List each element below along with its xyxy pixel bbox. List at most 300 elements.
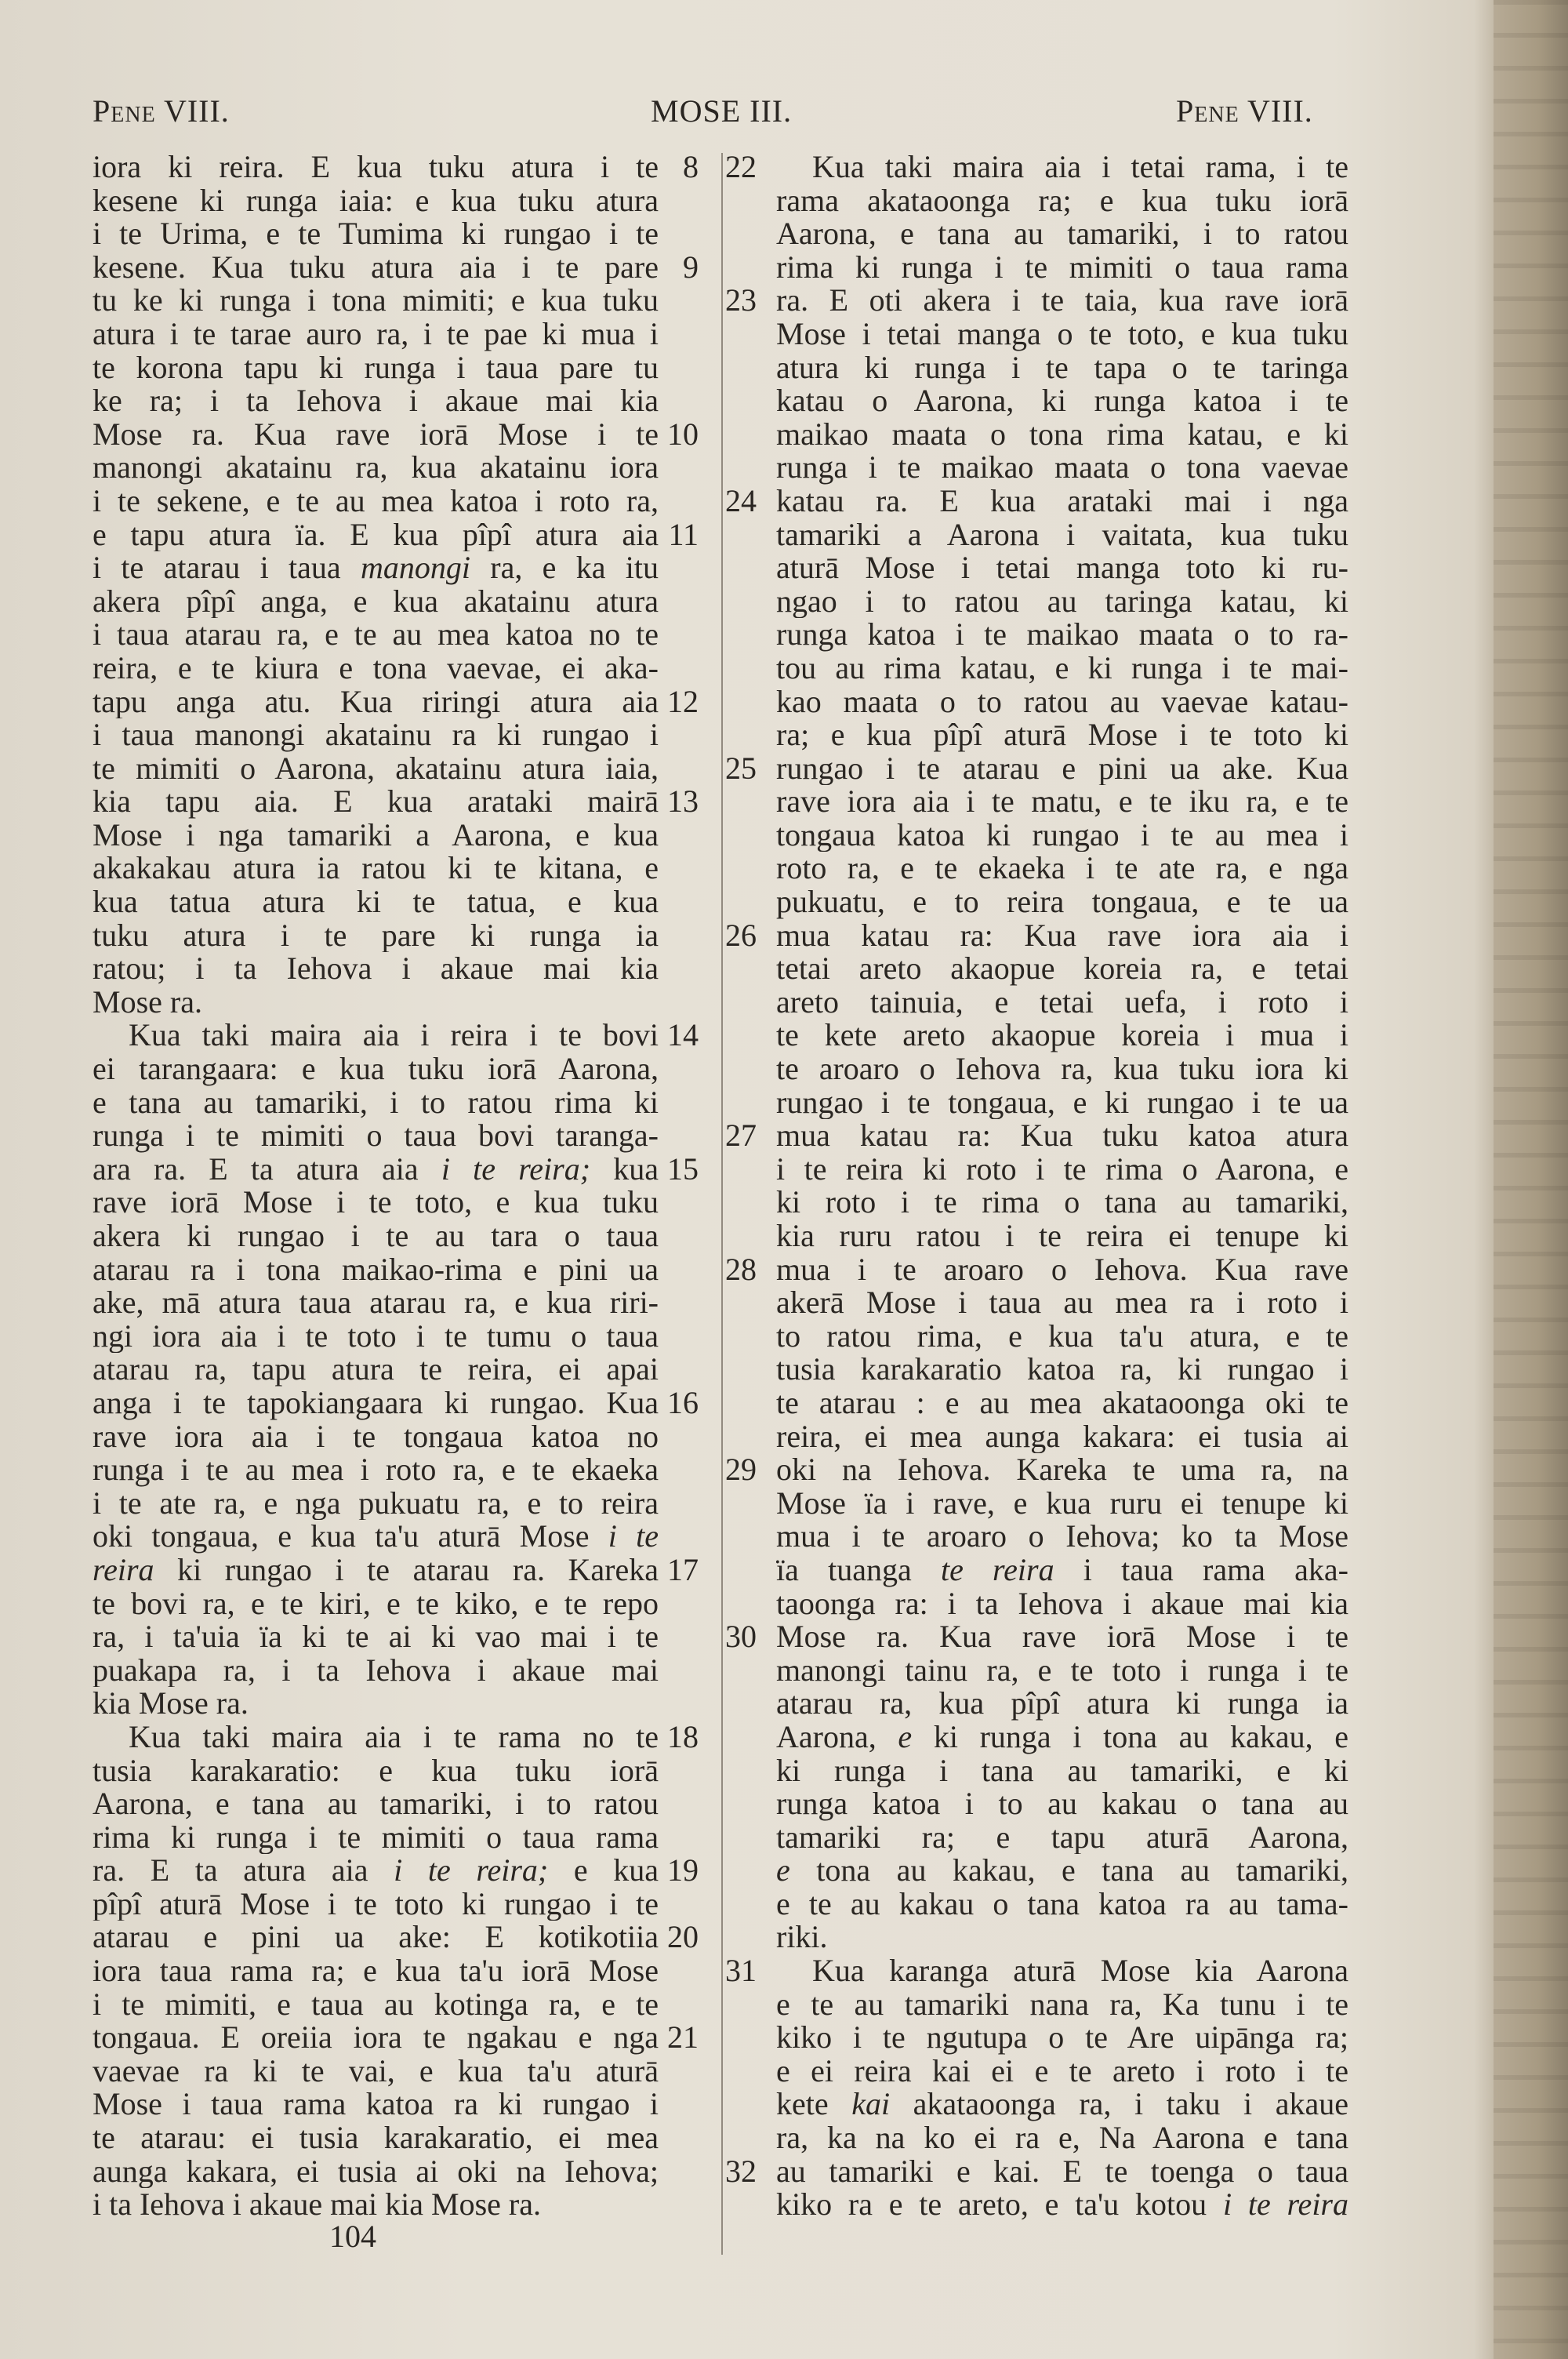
text-line bbox=[93, 585, 698, 619]
running-head-right: Pene VIII. bbox=[1176, 93, 1313, 129]
text-line bbox=[93, 1921, 698, 1954]
text-line bbox=[725, 351, 1348, 385]
verse-number: 19 bbox=[667, 1852, 699, 1888]
text-line bbox=[93, 1487, 698, 1521]
line-text bbox=[776, 1554, 1348, 1587]
text-line bbox=[725, 2021, 1348, 2055]
line-text: puakapa ra, i ta Iehova i akaue mai bbox=[93, 1653, 659, 1688]
line-text: ki runga i tana au tamariki, e ki bbox=[776, 1754, 1348, 1788]
line-text: ra. E oti akera i te taia, kua rave iorā bbox=[776, 284, 1348, 318]
line-text: e te au kakau o tana katoa ra au tama- bbox=[776, 1887, 1348, 1921]
line-text: kia ruru ratou i te reira ei tenupe ki bbox=[776, 1219, 1348, 1253]
text-line bbox=[725, 2055, 1348, 2088]
line-text: atura ki runga i te tapa o te taringa bbox=[776, 351, 1348, 385]
text-line bbox=[93, 384, 698, 418]
line-text: i taua atarau ra, e te au mea katoa no te bbox=[93, 618, 659, 652]
text-line bbox=[725, 585, 1348, 619]
verse-number: 24 bbox=[725, 482, 757, 518]
text-line bbox=[725, 1052, 1348, 1086]
line-text bbox=[93, 551, 659, 585]
text-line bbox=[725, 2155, 1348, 2189]
line-text: taoonga ra: i ta Iehova i akaue mai kia bbox=[776, 1587, 1348, 1621]
line-text: ki roto i te rima o tana au tamariki, bbox=[776, 1186, 1348, 1219]
text-line bbox=[93, 485, 698, 518]
text-line bbox=[93, 986, 698, 1020]
text-line bbox=[93, 418, 698, 452]
line-text: rave iora aia i te matu, e te iku ra, e te bbox=[776, 785, 1348, 819]
text-line bbox=[93, 2188, 698, 2222]
verse-number: 13 bbox=[667, 783, 699, 820]
line-text: tusia karakaratio: e kua tuku iorā bbox=[93, 1754, 659, 1788]
text-line bbox=[93, 1520, 698, 1554]
line-text: maikao maata o tona rima katau, e ki bbox=[776, 417, 1348, 452]
text-line bbox=[93, 1119, 698, 1153]
line-text: tamariki ra; e tapu aturā Aarona, bbox=[776, 1820, 1348, 1855]
line-text: rave iora aia i te tongaua katoa no bbox=[93, 1419, 659, 1454]
text-line bbox=[93, 852, 698, 885]
text-line bbox=[93, 885, 698, 919]
line-text: katau ra. E kua arataki mai i nga bbox=[776, 484, 1348, 518]
line-text: akerā Mose i taua au mea ra i roto i bbox=[776, 1286, 1348, 1320]
line-text: tongaua katoa ki rungao i te au mea i bbox=[776, 818, 1348, 852]
italic-segment: i te reira; bbox=[394, 1854, 549, 1888]
text-line bbox=[725, 1520, 1348, 1554]
line-text: to ratou rima, e kua ta'u atura, e te bbox=[776, 1319, 1348, 1354]
text-line bbox=[725, 1587, 1348, 1621]
line-text: runga i te au mea i roto ra, e te ekaeka bbox=[93, 1453, 659, 1487]
text-line bbox=[93, 1954, 698, 1988]
line-text: Kua taki maira aia i te rama no te bbox=[129, 1720, 659, 1754]
verse-number: 17 bbox=[667, 1551, 699, 1587]
text-segment: ra, e ka itu bbox=[470, 551, 659, 585]
line-text: anga i te tapokiangaara ki rungao. Kua bbox=[93, 1386, 659, 1420]
text-line bbox=[93, 518, 698, 552]
line-text: Kua taki maira aia i reira i te bovi bbox=[129, 1019, 659, 1053]
line-text: Aarona, e tana au tamariki, i to ratou bbox=[93, 1787, 659, 1821]
running-head-left: Pene VIII. bbox=[93, 93, 230, 129]
text-line bbox=[725, 1119, 1348, 1153]
line-text: ake, mā atura taua atarau ra, e kua riri- bbox=[93, 1286, 659, 1320]
text-line bbox=[93, 1384, 699, 1420]
text-line bbox=[725, 418, 1348, 452]
line-text: kia Mose ra. bbox=[93, 1687, 249, 1721]
line-text: rave iorā Mose i te toto, e kua tuku bbox=[93, 1186, 659, 1219]
text-line bbox=[725, 217, 1348, 251]
text-line bbox=[725, 551, 1348, 585]
line-text: areto tainuia, e tetai uefa, i roto i bbox=[776, 985, 1348, 1020]
text-line bbox=[725, 1453, 1348, 1487]
text-line bbox=[725, 1954, 1348, 1988]
text-line bbox=[93, 184, 698, 218]
text-line bbox=[725, 752, 1348, 786]
text-line bbox=[93, 217, 698, 251]
line-text: i te ate ra, e nga pukuatu ra, e to reira bbox=[93, 1486, 659, 1521]
line-text: Kua taki maira aia i tetai rama, i te bbox=[812, 151, 1348, 184]
line-text: ra, i ta'uia ïa ki te ai ki vao mai i te bbox=[93, 1620, 659, 1654]
line-text: pîpî aturā Mose i te toto ki rungao i te bbox=[93, 1887, 659, 1921]
line-text: tamariki a Aarona i vaitata, kua tuku bbox=[776, 518, 1348, 552]
verse-number: 16 bbox=[667, 1384, 699, 1420]
line-text: katau o Aarona, ki runga katoa i te bbox=[776, 384, 1348, 418]
verse-number: 30 bbox=[725, 1619, 757, 1655]
line-text bbox=[776, 1854, 1348, 1888]
verse-number: 9 bbox=[683, 249, 699, 285]
text-line bbox=[93, 652, 698, 685]
line-text: ke ra; i ta Iehova i akaue mai kia bbox=[93, 384, 659, 418]
line-text: mua katau ra: Kua tuku katoa atura bbox=[776, 1119, 1348, 1153]
text-line bbox=[725, 919, 1348, 953]
line-text: i te reira ki roto i te rima o Aarona, e bbox=[776, 1152, 1348, 1187]
text-line bbox=[93, 1888, 698, 1921]
line-text: mua katau ra: Kua rave iora aia i bbox=[776, 918, 1348, 953]
text-line bbox=[93, 284, 698, 318]
line-text: iora taua rama ra; e kua ta'u iorā Mose bbox=[93, 1954, 659, 1988]
text-line bbox=[93, 2055, 698, 2088]
verse-number: 20 bbox=[667, 1919, 699, 1955]
line-text: Mose i taua rama katoa ra ki rungao i bbox=[93, 2088, 659, 2122]
text-segment: ara ra. E ta atura aia bbox=[93, 1152, 441, 1187]
line-text bbox=[776, 2188, 1348, 2222]
text-line bbox=[93, 1186, 698, 1219]
line-text: runga katoa i te maikao maata o to ra- bbox=[776, 618, 1348, 652]
line-text: ngao i to ratou au taringa katau, ki bbox=[776, 584, 1348, 619]
text-segment: akataoonga ra, i taku i akaue bbox=[890, 2088, 1348, 2122]
text-line bbox=[725, 819, 1348, 852]
text-segment: ïa tuanga bbox=[776, 1553, 941, 1587]
text-line bbox=[93, 1320, 698, 1354]
text-line bbox=[93, 1787, 698, 1821]
line-text: Mose i tetai manga o te toto, e kua tuku bbox=[776, 317, 1348, 351]
verse-number: 18 bbox=[667, 1718, 699, 1754]
line-text: e tapu atura ïa. E kua pîpî atura aia bbox=[93, 518, 659, 552]
text-segment: kiko ra e te areto, e ta'u kotou bbox=[776, 2188, 1223, 2222]
text-line bbox=[93, 1718, 699, 1754]
text-segment: kete bbox=[776, 2088, 852, 2122]
text-line bbox=[93, 952, 698, 986]
text-line bbox=[93, 1253, 698, 1287]
page-number: 104 bbox=[329, 2219, 376, 2254]
text-line bbox=[725, 885, 1348, 919]
verse-number: 12 bbox=[667, 683, 699, 719]
line-text: i ta Iehova i akaue mai kia Mose ra. bbox=[93, 2188, 541, 2222]
text-line bbox=[93, 1453, 698, 1487]
text-line bbox=[93, 2021, 698, 2055]
text-line bbox=[725, 1353, 1348, 1387]
verse-number: 32 bbox=[725, 2153, 757, 2189]
text-line bbox=[93, 785, 698, 819]
line-text: tuku atura i te pare ki runga ia bbox=[93, 918, 659, 953]
text-line bbox=[725, 1286, 1348, 1320]
line-text: te mimiti o Aarona, akatainu atura iaia, bbox=[93, 751, 659, 786]
line-text: akakakau atura ia ratou ki te kitana, e bbox=[93, 852, 659, 886]
line-text: e tana au tamariki, i to ratou rima ki bbox=[93, 1085, 659, 1120]
text-line bbox=[93, 718, 698, 752]
line-text: kao maata o to ratou au vaevae katau- bbox=[776, 685, 1348, 719]
text-line bbox=[93, 2155, 698, 2189]
text-line bbox=[725, 1620, 1348, 1654]
line-text bbox=[776, 2088, 1348, 2121]
text-segment: Aarona, bbox=[776, 1720, 898, 1754]
line-text: i te Urima, e te Tumima ki rungao i te bbox=[93, 217, 659, 251]
line-text: rima ki runga i te mimiti o taua rama bbox=[93, 1820, 659, 1855]
text-line bbox=[93, 1988, 698, 2022]
italic-segment: reira bbox=[93, 1553, 154, 1587]
text-line bbox=[93, 1052, 698, 1086]
text-line bbox=[93, 618, 698, 652]
text-line bbox=[93, 1754, 698, 1788]
text-segment: ra. E ta atura aia bbox=[93, 1854, 394, 1888]
text-line bbox=[725, 1554, 1348, 1587]
text-line bbox=[725, 1721, 1348, 1754]
text-line bbox=[725, 618, 1348, 652]
text-line bbox=[725, 1854, 1348, 1888]
verse-number: 23 bbox=[725, 282, 757, 318]
line-text bbox=[93, 1854, 659, 1888]
line-text: e te au tamariki nana ra, Ka tunu i te bbox=[776, 1987, 1348, 2022]
italic-segment: e bbox=[776, 1854, 790, 1888]
line-text: te korona tapu ki runga i taua pare tu bbox=[93, 351, 659, 385]
text-line bbox=[725, 1921, 1348, 1954]
line-text: atarau ra, tapu atura te reira, ei apai bbox=[93, 1353, 659, 1387]
text-line bbox=[725, 518, 1348, 552]
text-line bbox=[725, 685, 1348, 719]
line-text: i taua manongi akatainu ra ki rungao i bbox=[93, 718, 659, 752]
text-line bbox=[725, 251, 1348, 285]
text-line bbox=[725, 1487, 1348, 1521]
text-line bbox=[725, 318, 1348, 351]
line-text bbox=[93, 1153, 659, 1187]
italic-segment: i te bbox=[608, 1520, 659, 1554]
left-column bbox=[93, 151, 698, 2222]
text-line bbox=[725, 1754, 1348, 1788]
text-line bbox=[93, 1620, 698, 1654]
verse-number: 29 bbox=[725, 1452, 757, 1488]
line-text: kia tapu aia. E kua arataki mairā bbox=[93, 785, 659, 819]
line-text: iora ki reira. E kua tuku atura i te bbox=[93, 151, 659, 184]
line-text: kiko i te ngutupa o te Are uipānga ra; bbox=[776, 2021, 1348, 2055]
line-text: oki na Iehova. Kareka te uma ra, na bbox=[776, 1453, 1348, 1487]
line-text: rima ki runga i te mimiti o taua rama bbox=[776, 250, 1348, 285]
text-line bbox=[93, 1821, 698, 1855]
line-text bbox=[93, 1554, 659, 1587]
text-line bbox=[93, 1587, 698, 1621]
text-segment: e kua bbox=[548, 1854, 659, 1888]
text-line bbox=[93, 2088, 698, 2121]
line-text: te aroaro o Iehova ra, kua tuku iora ki bbox=[776, 1052, 1348, 1086]
text-line bbox=[725, 1153, 1348, 1187]
italic-segment: i te reira; bbox=[441, 1152, 591, 1187]
text-line bbox=[725, 1320, 1348, 1354]
text-line bbox=[93, 2121, 698, 2155]
text-line bbox=[725, 151, 1348, 184]
text-line bbox=[93, 318, 698, 351]
line-text: akera pîpî anga, e kua akatainu atura bbox=[93, 584, 659, 619]
line-text: aturā Mose i tetai manga toto ki ru- bbox=[776, 551, 1348, 585]
text-line bbox=[93, 685, 698, 719]
line-text: atura i te tarae auro ra, i te pae ki mua i bbox=[93, 317, 659, 351]
line-text: kesene ki runga iaia: e kua tuku atura bbox=[93, 184, 659, 218]
text-segment: i te atarau i taua bbox=[93, 551, 361, 585]
line-text: runga i te maikao maata o tona vaevae bbox=[776, 451, 1348, 485]
line-text: ngi iora aia i te toto i te tumu o taua bbox=[93, 1319, 659, 1354]
text-line bbox=[93, 1353, 698, 1387]
verse-number: 15 bbox=[667, 1150, 699, 1187]
line-text: atarau e pini ua ake: E kotikotiia bbox=[93, 1921, 659, 1955]
line-text: manongi akatainu ra, kua akatainu iora bbox=[93, 451, 659, 485]
text-line bbox=[725, 2188, 1348, 2222]
text-line bbox=[725, 785, 1348, 819]
line-text: te atarau: ei tusia karakaratio, ei mea bbox=[93, 2121, 659, 2155]
line-text: rungao i te atarau e pini ua ake. Kua bbox=[776, 751, 1348, 786]
verse-number: 10 bbox=[667, 416, 699, 452]
text-segment: tona au kakau, e tana au tamariki, bbox=[789, 1854, 1348, 1888]
text-line bbox=[93, 1687, 698, 1721]
text-line bbox=[725, 384, 1348, 418]
text-segment: ki runga i tona au kakau, e bbox=[912, 1720, 1348, 1754]
adjacent-page-edge bbox=[1494, 0, 1568, 2359]
line-text: Mose ra. bbox=[93, 985, 202, 1020]
line-text: ei tarangaara: e kua tuku iorā Aarona, bbox=[93, 1052, 659, 1086]
line-text: runga i te mimiti o taua bovi taranga- bbox=[93, 1119, 659, 1153]
line-text: kua tatua atura ki te tatua, e kua bbox=[93, 885, 659, 919]
verse-number: 25 bbox=[725, 750, 757, 786]
line-text: atarau ra i tona maikao-rima e pini ua bbox=[93, 1252, 659, 1287]
italic-segment: i te reira bbox=[1222, 2188, 1348, 2222]
text-line bbox=[93, 1654, 698, 1688]
italic-segment: e bbox=[898, 1720, 913, 1754]
line-text: Aarona, e tana au tamariki, i to ratou bbox=[776, 217, 1348, 251]
running-head-title: MOSE III. bbox=[651, 93, 793, 129]
line-text: ra, ka na ko ei ra e, Na Aarona e tana bbox=[776, 2121, 1348, 2155]
line-text: tou au rima katau, e ki runga i te mai- bbox=[776, 651, 1348, 685]
text-line bbox=[93, 1420, 698, 1454]
text-line bbox=[725, 1988, 1348, 2022]
line-text: e ei reira kai ei e te areto i roto i te bbox=[776, 2054, 1348, 2088]
text-line bbox=[725, 451, 1348, 485]
line-text: atarau ra, kua pîpî atura ki runga ia bbox=[776, 1687, 1348, 1721]
verse-number: 14 bbox=[667, 1017, 699, 1053]
line-text: i te mimiti, e taua au kotinga ra, e te bbox=[93, 1987, 659, 2022]
italic-segment: manongi bbox=[360, 551, 470, 585]
verse-number: 8 bbox=[683, 149, 699, 184]
text-line bbox=[93, 1219, 698, 1253]
line-text: tapu anga atu. Kua riringi atura aia bbox=[93, 685, 659, 719]
text-line bbox=[93, 1286, 698, 1320]
text-line bbox=[725, 1086, 1348, 1120]
text-line bbox=[725, 1019, 1348, 1052]
line-text: reira, ei mea aunga kakara: ei tusia ai bbox=[776, 1419, 1348, 1454]
line-text: tu ke ki runga i tona mimiti; e kua tuku bbox=[93, 284, 659, 318]
line-text: kesene. Kua tuku atura aia i te pare bbox=[93, 250, 659, 285]
line-text: rungao i te tongaua, e ki rungao i te ua bbox=[776, 1085, 1348, 1120]
line-text: Mose i nga tamariki a Aarona, e kua bbox=[93, 818, 659, 852]
text-segment: ki rungao i te atarau ra. Kareka bbox=[154, 1553, 659, 1587]
text-line bbox=[93, 551, 698, 585]
text-line bbox=[725, 986, 1348, 1020]
text-segment: kua bbox=[590, 1152, 659, 1187]
text-line bbox=[93, 919, 698, 953]
line-text: pukuatu, e to reira tongaua, e te ua bbox=[776, 885, 1348, 919]
line-text: riki. bbox=[776, 1921, 828, 1955]
text-line bbox=[725, 1420, 1348, 1454]
text-line bbox=[93, 351, 698, 385]
line-text: mua i te aroaro o Iehova; ko ta Mose bbox=[776, 1520, 1348, 1554]
line-text: Mose ïa i rave, e kua ruru ei tenupe ki bbox=[776, 1486, 1348, 1521]
text-line bbox=[725, 652, 1348, 685]
line-text: te kete areto akaopue koreia i mua i bbox=[776, 1019, 1348, 1053]
line-text bbox=[776, 1721, 1348, 1754]
text-line bbox=[725, 952, 1348, 986]
text-line bbox=[93, 1551, 699, 1587]
text-line bbox=[93, 1150, 699, 1187]
line-text: tongaua. E oreiia iora te ngakau e nga bbox=[93, 2021, 659, 2055]
text-line bbox=[725, 1219, 1348, 1253]
verse-number: 26 bbox=[725, 917, 757, 953]
verse-number: 22 bbox=[725, 149, 757, 184]
line-text: i te sekene, e te au mea katoa i roto ra, bbox=[93, 484, 659, 518]
text-line bbox=[93, 752, 698, 786]
text-line bbox=[725, 2088, 1348, 2121]
text-line bbox=[725, 184, 1348, 218]
text-line bbox=[725, 1253, 1348, 1287]
text-line bbox=[93, 1854, 698, 1888]
text-line bbox=[93, 1019, 698, 1052]
line-text: reira, e te kiura e tona vaevae, ei aka- bbox=[93, 651, 659, 685]
text-line bbox=[725, 2121, 1348, 2155]
text-line bbox=[725, 1387, 1348, 1420]
italic-segment: kai bbox=[851, 2088, 891, 2122]
column-divider bbox=[721, 153, 723, 2255]
text-line bbox=[725, 1186, 1348, 1219]
right-column bbox=[725, 151, 1348, 2222]
line-text: te atarau : e au mea akataoonga oki te bbox=[776, 1386, 1348, 1420]
line-text: au tamariki e kai. E te toenga o taua bbox=[776, 2154, 1348, 2189]
line-text: te bovi ra, e te kiri, e te kiko, e te repo bbox=[93, 1587, 659, 1621]
verse-number: 11 bbox=[668, 516, 699, 552]
line-text: Kua karanga aturā Mose kia Aarona bbox=[812, 1954, 1348, 1988]
verse-number: 28 bbox=[725, 1251, 757, 1287]
text-line bbox=[725, 1787, 1348, 1821]
line-text: akera ki rungao i te au tara o taua bbox=[93, 1219, 659, 1253]
text-line bbox=[725, 852, 1348, 885]
line-text bbox=[93, 1520, 659, 1554]
text-line bbox=[725, 1654, 1348, 1688]
text-line bbox=[93, 819, 698, 852]
line-text: mua i te aroaro o Iehova. Kua rave bbox=[776, 1252, 1348, 1287]
text-line bbox=[725, 1687, 1348, 1721]
line-text: aunga kakara, ei tusia ai oki na Iehova; bbox=[93, 2154, 659, 2189]
text-line bbox=[725, 284, 1348, 318]
line-text: vaevae ra ki te vai, e kua ta'u aturā bbox=[93, 2054, 659, 2088]
italic-segment: te reira bbox=[940, 1553, 1054, 1587]
text-segment: oki tongaua, e kua ta'u aturā Mose bbox=[93, 1520, 608, 1554]
line-text: roto ra, e te ekaeka i te ate ra, e nga bbox=[776, 852, 1348, 886]
line-text: tetai areto akaopue koreia ra, e tetai bbox=[776, 952, 1348, 986]
verse-number: 21 bbox=[667, 2019, 699, 2055]
line-text: runga katoa i to au kakau o tana au bbox=[776, 1787, 1348, 1821]
text-line bbox=[93, 1086, 698, 1120]
line-text: tusia karakaratio katoa ra, ki rungao i bbox=[776, 1353, 1348, 1387]
line-text: Mose ra. Kua rave iorā Mose i te bbox=[776, 1620, 1348, 1654]
line-text: rama akataoonga ra; e kua tuku iorā bbox=[776, 184, 1348, 218]
text-line bbox=[725, 1821, 1348, 1855]
text-segment: i taua rama aka- bbox=[1054, 1553, 1348, 1587]
verse-number: 27 bbox=[725, 1118, 757, 1154]
verse-number: 31 bbox=[725, 1953, 757, 1989]
text-line bbox=[93, 251, 698, 285]
text-line bbox=[725, 482, 1348, 518]
line-text: Mose ra. Kua rave iorā Mose i te bbox=[93, 417, 659, 452]
